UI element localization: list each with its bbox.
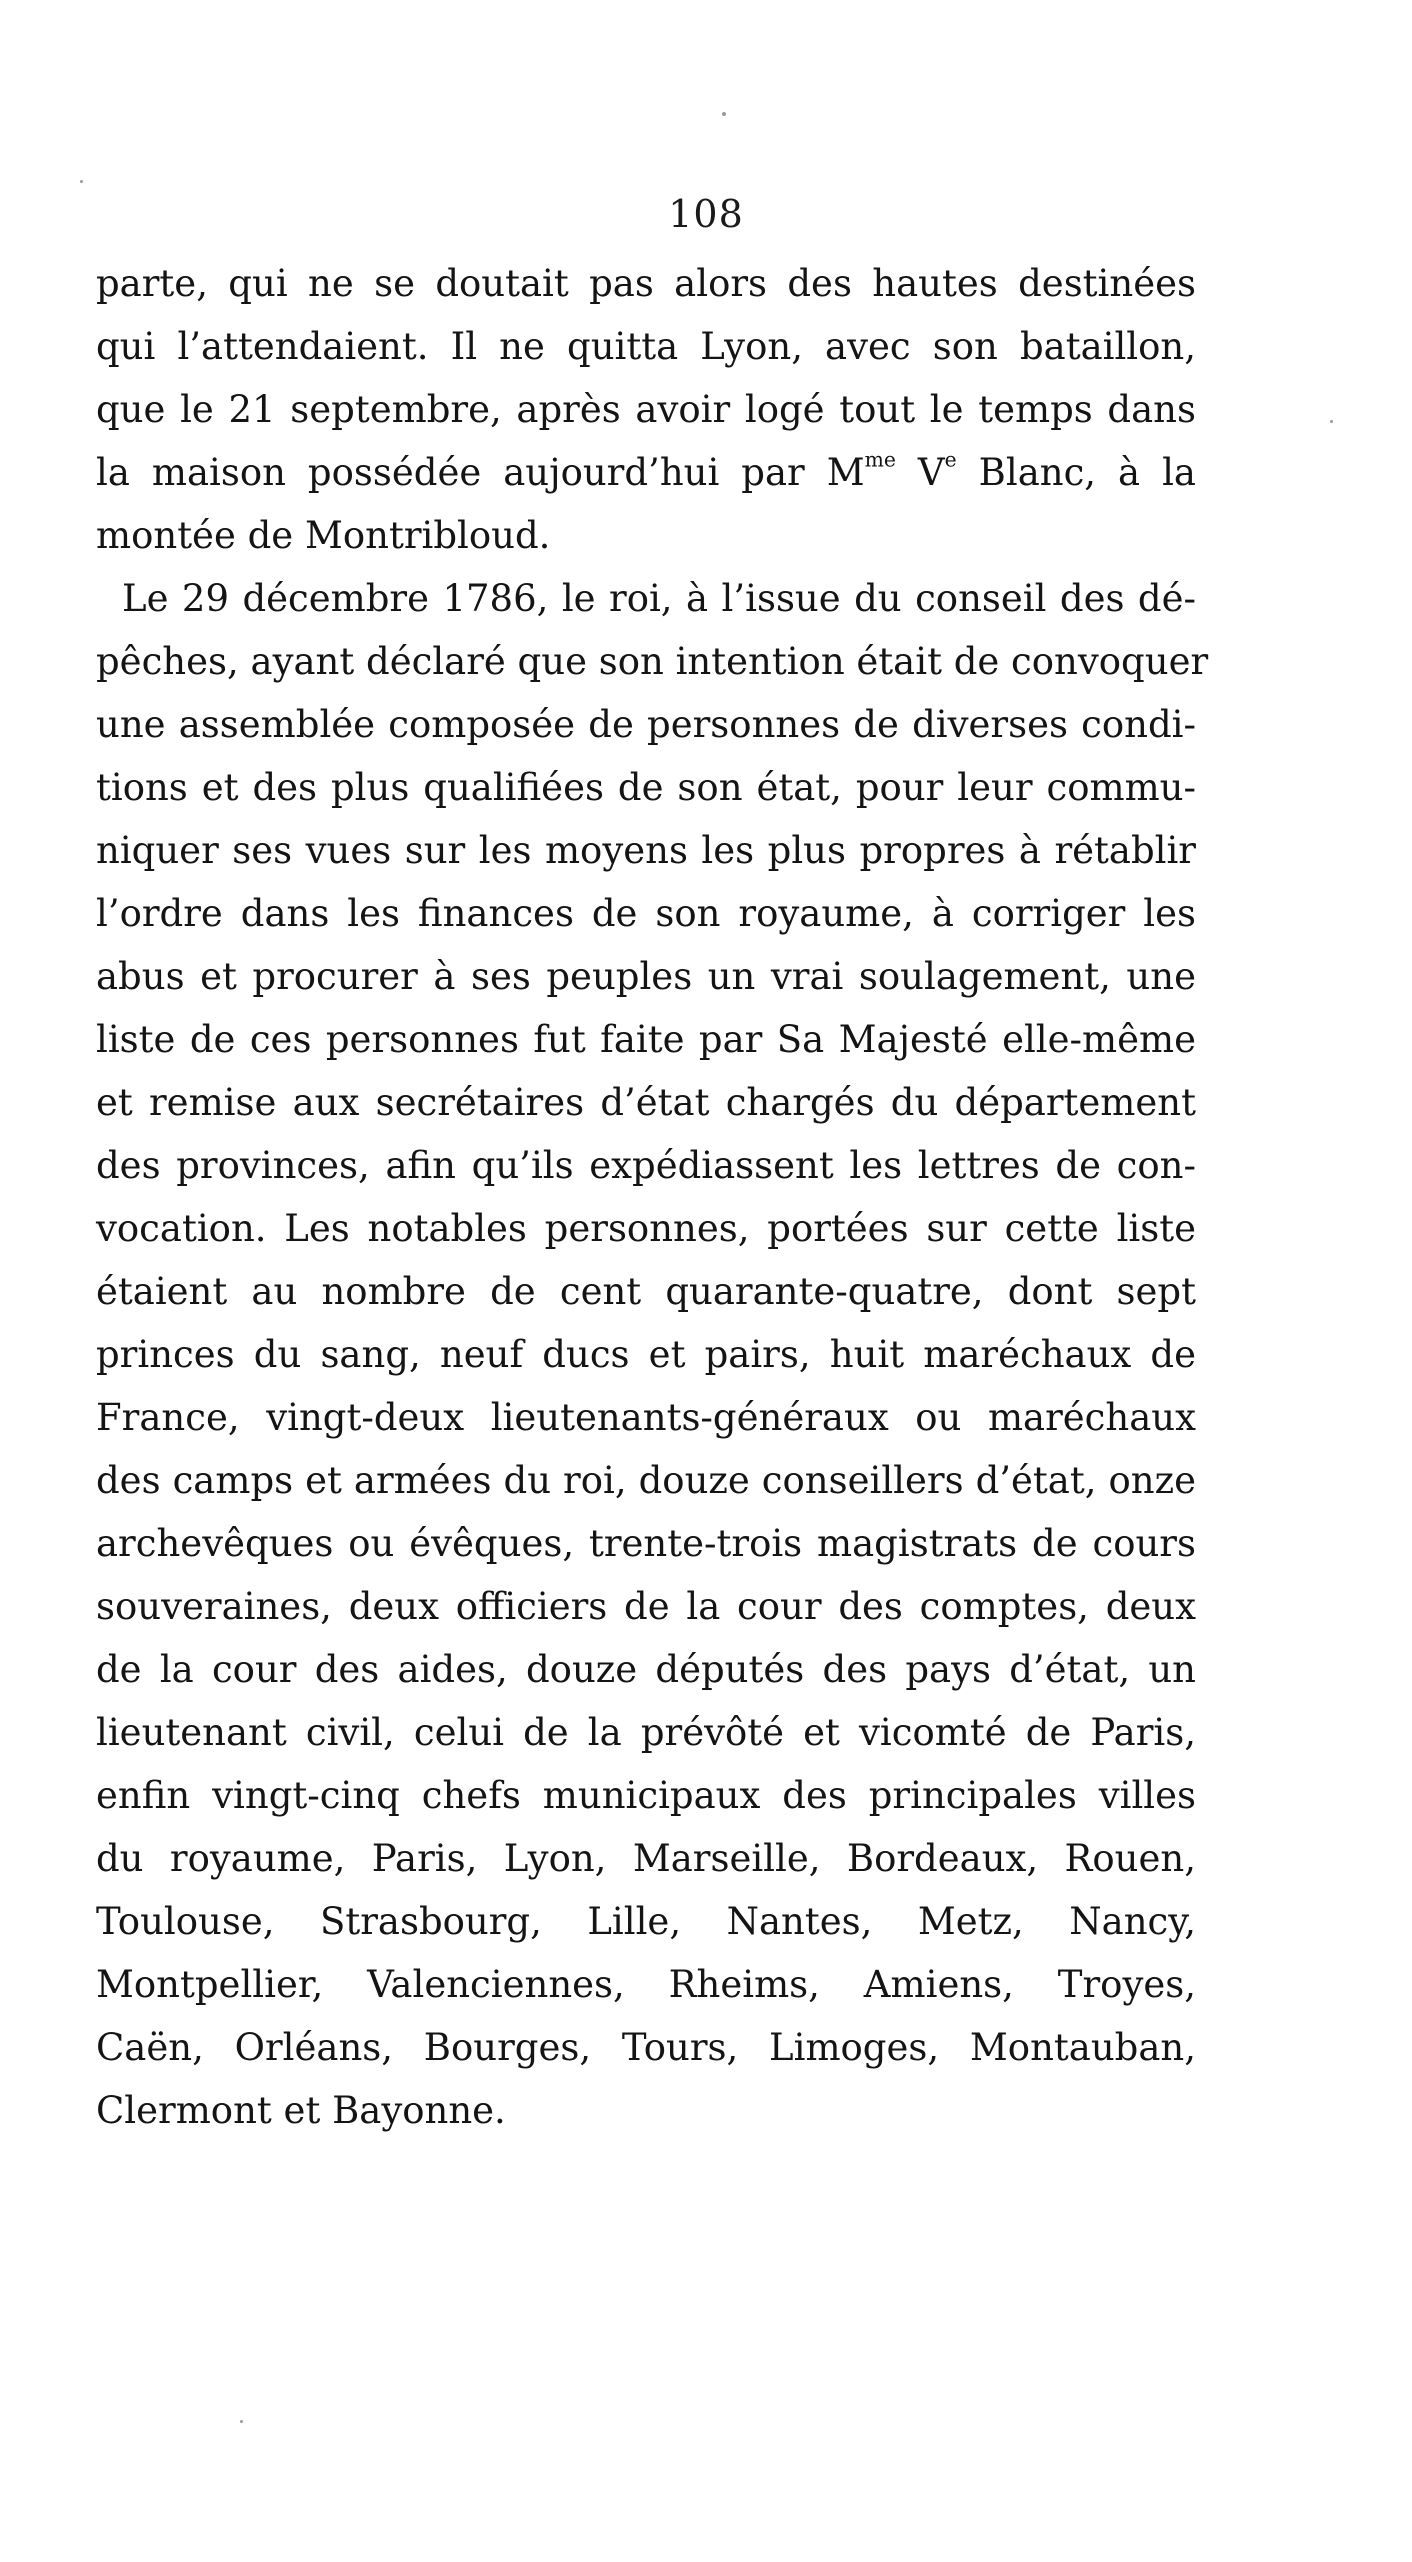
text-line: que le 21 septembre, après avoir logé tout le temps dans bbox=[96, 388, 1196, 431]
text-line: enfin vingt-cinq chefs municipaux des principales villes bbox=[96, 1774, 1196, 1817]
text-line: vocation. Les notables personnes, portées sur cette liste bbox=[96, 1207, 1196, 1250]
text-line: Clermont et Bayonne. bbox=[96, 2089, 506, 2132]
paragraph-1 bbox=[96, 252, 1196, 567]
text-line: pêches, ayant déclaré que son intention était de convoquer bbox=[96, 640, 1209, 683]
superscript: me bbox=[864, 447, 896, 472]
text-line: Le 29 décembre 1786, le roi, à l’issue du conseil des dé- bbox=[122, 577, 1196, 620]
page-speck bbox=[240, 2420, 243, 2423]
text-line: parte, qui ne se doutait pas alors des hautes destinées bbox=[96, 262, 1196, 305]
text-line: Montpellier, Valenciennes, Rheims, Amiens, Troyes, bbox=[96, 1963, 1196, 2006]
text-line: France, vingt-deux lieutenants-généraux ou maréchaux bbox=[96, 1396, 1196, 1439]
text-segment: la maison possédée aujourd’hui par M bbox=[96, 451, 865, 494]
text-line: des camps et armées du roi, douze conseillers d’état, onze bbox=[96, 1459, 1196, 1502]
text-line: une assemblée composée de personnes de diverses condi- bbox=[96, 703, 1196, 746]
text-line: souveraines, deux officiers de la cour des comptes, deux bbox=[96, 1585, 1196, 1628]
text-line: princes du sang, neuf ducs et pairs, huit maréchaux de bbox=[96, 1333, 1196, 1376]
text-line bbox=[96, 441, 1196, 504]
text-line: Caën, Orléans, Bourges, Tours, Limoges, Montauban, bbox=[96, 2026, 1196, 2069]
text-line: qui l’attendaient. Il ne quitta Lyon, avec son bataillon, bbox=[96, 325, 1196, 368]
superscript: e bbox=[944, 447, 957, 472]
text-line: des provinces, afin qu’ils expédiassent les lettres de con- bbox=[96, 1144, 1196, 1187]
text-line: niquer ses vues sur les moyens les plus propres à rétablir bbox=[96, 829, 1196, 872]
text-line: lieutenant civil, celui de la prévôté et vicomté de Paris, bbox=[96, 1711, 1196, 1754]
text-line: du royaume, Paris, Lyon, Marseille, Bordeaux, Rouen, bbox=[96, 1837, 1196, 1880]
body-text bbox=[96, 252, 1209, 2142]
page-speck bbox=[722, 112, 726, 116]
page-number: 108 bbox=[668, 192, 744, 236]
text-line: montée de Montribloud. bbox=[96, 514, 551, 557]
text-line: étaient au nombre de cent quarante-quatre, dont sept bbox=[96, 1270, 1196, 1313]
text-line: abus et procurer à ses peuples un vrai soulagement, une bbox=[96, 955, 1196, 998]
text-line: de la cour des aides, douze députés des pays d’état, un bbox=[96, 1648, 1196, 1691]
text-line: tions et des plus qualifiées de son état, pour leur commu- bbox=[96, 766, 1196, 809]
text-line: l’ordre dans les finances de son royaume, à corriger les bbox=[96, 892, 1196, 935]
text-segment: Blanc, à la bbox=[956, 451, 1196, 494]
text-line: Toulouse, Strasbourg, Lille, Nantes, Metz, Nancy, bbox=[96, 1900, 1196, 1943]
page-speck bbox=[1330, 420, 1333, 423]
text-line: et remise aux secrétaires d’état chargés du département bbox=[96, 1081, 1196, 1124]
text-segment: V bbox=[895, 451, 945, 494]
text-line: archevêques ou évêques, trente-trois magistrats de cours bbox=[96, 1522, 1196, 1565]
text-line: liste de ces personnes fut faite par Sa Majesté elle-même bbox=[96, 1018, 1196, 1061]
paragraph-2 bbox=[96, 567, 1209, 2142]
page-speck bbox=[80, 180, 83, 183]
